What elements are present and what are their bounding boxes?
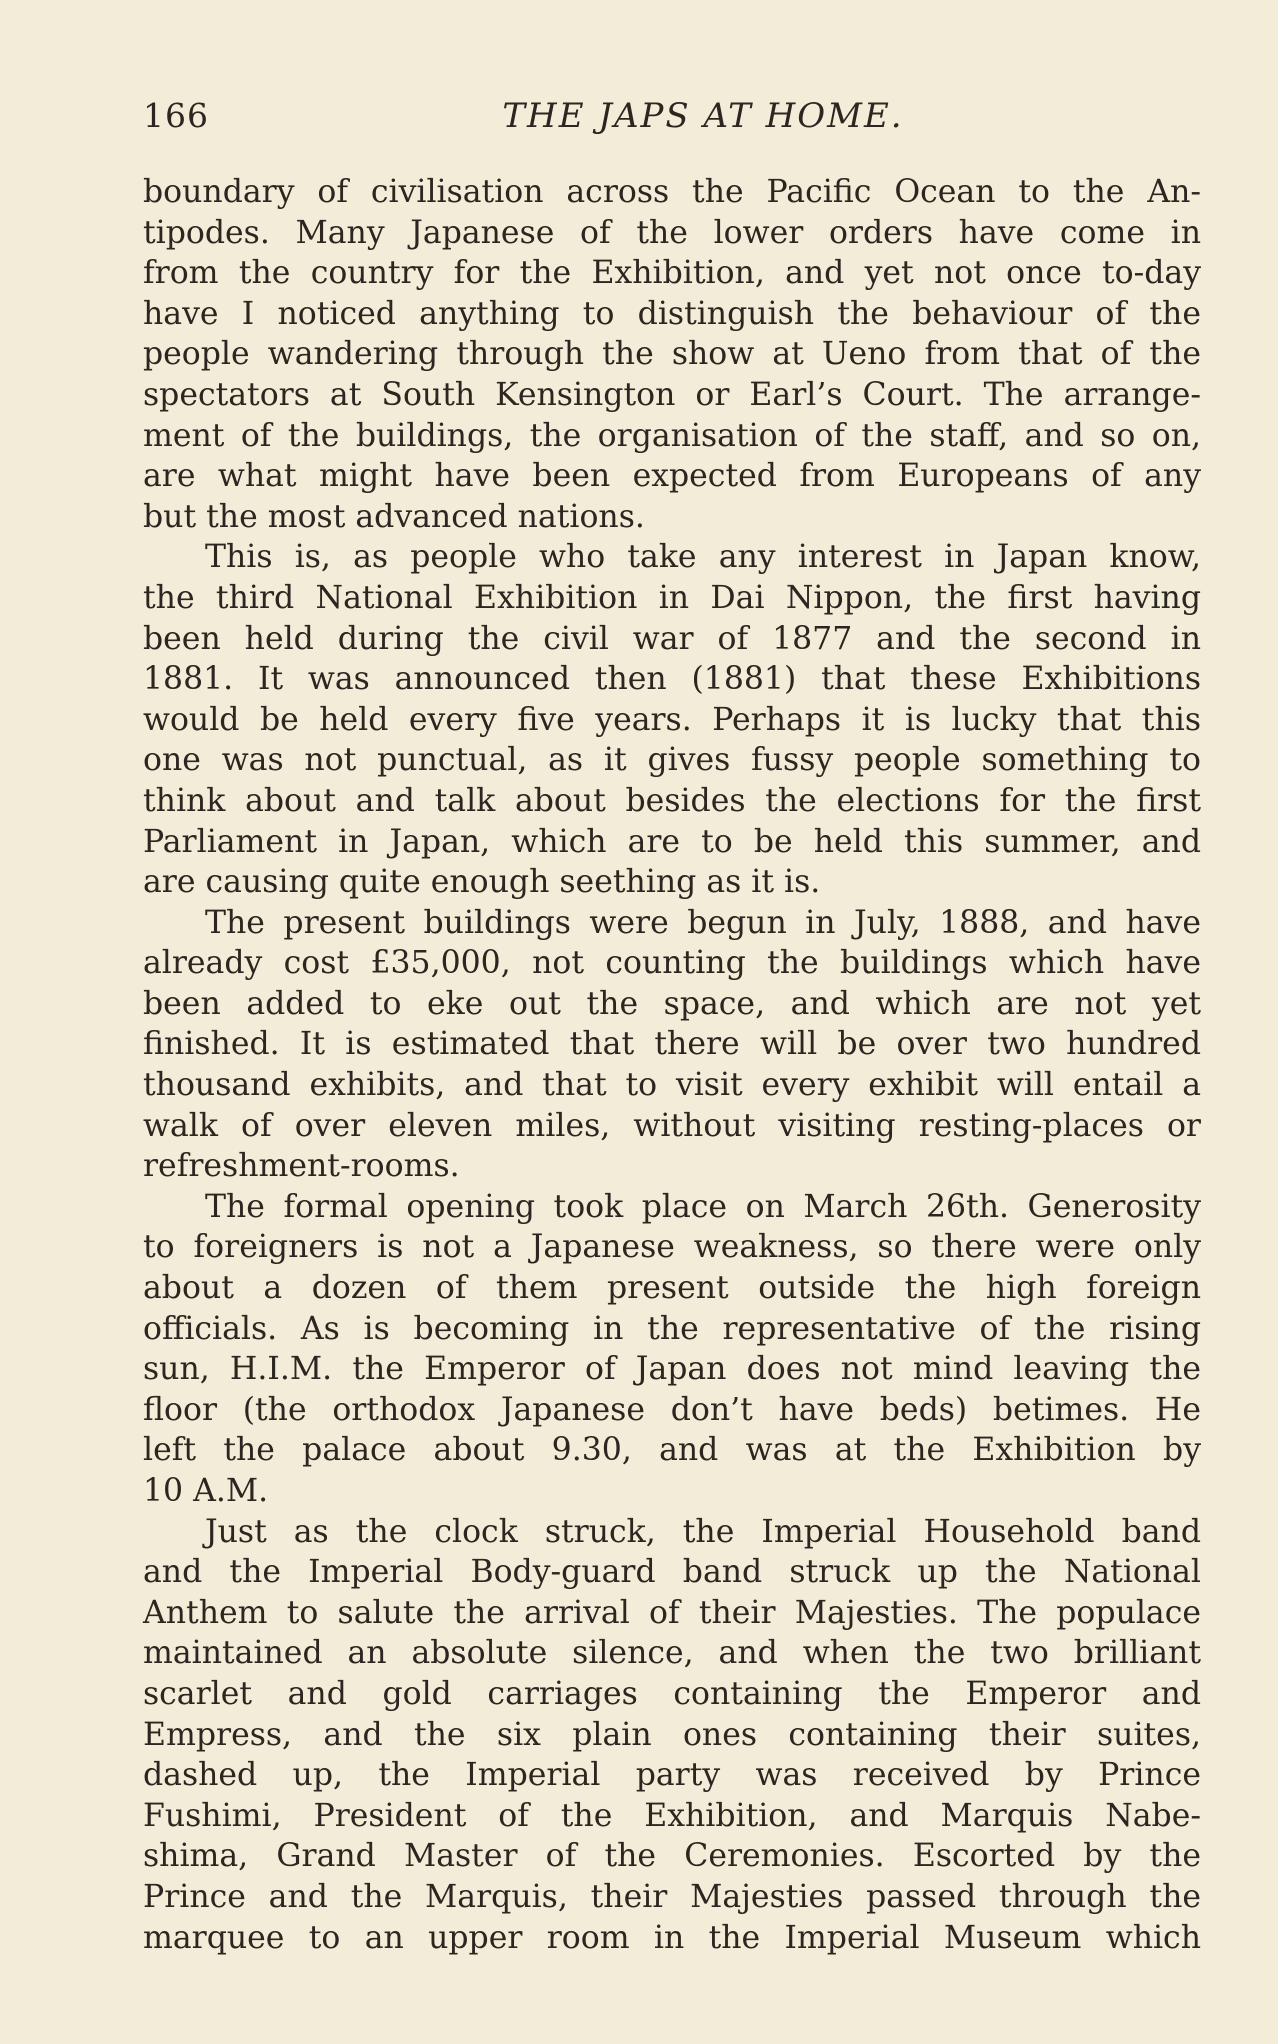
- text-line: been held during the civil war of 1877 and the second in: [143, 620, 1201, 657]
- text-line: been added to eke out the space, and which are not yet: [143, 985, 1201, 1022]
- body-text: [143, 172, 1201, 1958]
- text-line: about a dozen of them present outside the high foreign: [143, 1270, 1201, 1307]
- running-title: THE JAPS AT HOME.: [502, 96, 904, 136]
- text-line: dashed up, the Imperial party was received by Prince: [143, 1757, 1201, 1794]
- text-line: sun, H.I.M. the Emperor of Japan does not mind leaving the: [143, 1351, 1201, 1388]
- text-line: thousand exhibits, and that to visit every exhibit will entail a: [143, 1067, 1201, 1104]
- text-line: would be held every five years. Perhaps it is lucky that this: [143, 701, 1201, 738]
- text-line: people wandering through the show at Ueno from that of the: [143, 336, 1201, 373]
- text-line: and the Imperial Body-guard band struck up the National: [143, 1554, 1201, 1591]
- paragraph-start-line: This is, as people who take any interest in Japan know,: [205, 539, 1201, 576]
- text-line: maintained an absolute silence, and when the two brilliant: [143, 1635, 1201, 1672]
- paragraph-start-line: Just as the clock struck, the Imperial Household band: [205, 1513, 1201, 1550]
- paragraph-start-line: The present buildings were begun in July, 1888, and have: [205, 904, 1201, 941]
- text-line: already cost £35,000, not counting the buildings which have: [143, 945, 1201, 982]
- paragraph-end-line: are causing quite enough seething as it is.: [143, 864, 821, 901]
- text-line: Empress, and the six plain ones containing their suites,: [143, 1716, 1201, 1753]
- text-line: spectators at South Kensington or Earl’s Court. The arrange-: [143, 376, 1201, 413]
- text-line: shima, Grand Master of the Ceremonies. Escorted by the: [143, 1838, 1201, 1875]
- text-line: finished. It is estimated that there will be over two hundred: [143, 1026, 1201, 1063]
- paragraph-start-line: The formal opening took place on March 26th. Generosity: [205, 1188, 1201, 1225]
- text-line: marquee to an upper room in the Imperial Museum which: [143, 1919, 1201, 1956]
- text-line: the third National Exhibition in Dai Nippon, the first having: [143, 579, 1201, 616]
- text-line: left the palace about 9.30, and was at the Exhibition by: [143, 1432, 1201, 1469]
- text-line: from the country for the Exhibition, and yet not once to-day: [143, 255, 1201, 292]
- text-line: one was not punctual, as it gives fussy people something to: [143, 742, 1201, 779]
- text-line: Prince and the Marquis, their Majesties passed through the: [143, 1878, 1201, 1915]
- text-line: tipodes. Many Japanese of the lower orders have come in: [143, 214, 1201, 251]
- paragraph-end-line: but the most advanced nations.: [143, 498, 645, 535]
- paragraph-end-line: refreshment-rooms.: [143, 1148, 460, 1185]
- text-line: think about and talk about besides the elections for the first: [143, 782, 1201, 819]
- text-line: walk of over eleven miles, without visiting resting-places or: [143, 1107, 1201, 1144]
- text-line: floor (the orthodox Japanese don’t have beds) betimes. He: [143, 1391, 1201, 1428]
- text-line: have I noticed anything to distinguish the behaviour of the: [143, 295, 1201, 332]
- text-line: Parliament in Japan, which are to be held this summer, and: [143, 823, 1201, 860]
- text-line: scarlet and gold carriages containing the Emperor and: [143, 1675, 1201, 1712]
- text-line: Anthem to salute the arrival of their Majesties. The populace: [143, 1594, 1201, 1631]
- paragraph-end-line: 10 A.M.: [143, 1473, 269, 1509]
- text-line: boundary of civilisation across the Pacific Ocean to the An-: [143, 174, 1201, 210]
- text-line: officials. As is becoming in the representative of the rising: [143, 1310, 1201, 1347]
- text-line: Fushimi, President of the Exhibition, and Marquis Nabe-: [143, 1797, 1201, 1834]
- text-line: to foreigners is not a Japanese weakness, so there were only: [143, 1229, 1201, 1266]
- page-number: 166: [143, 96, 209, 135]
- text-line: are what might have been expected from Europeans of any: [143, 458, 1201, 495]
- text-line: ment of the buildings, the organisation of the staff, and so on,: [143, 417, 1201, 454]
- text-line: 1881. It was announced then (1881) that these Exhibitions: [143, 661, 1201, 698]
- page-header: [143, 96, 1203, 144]
